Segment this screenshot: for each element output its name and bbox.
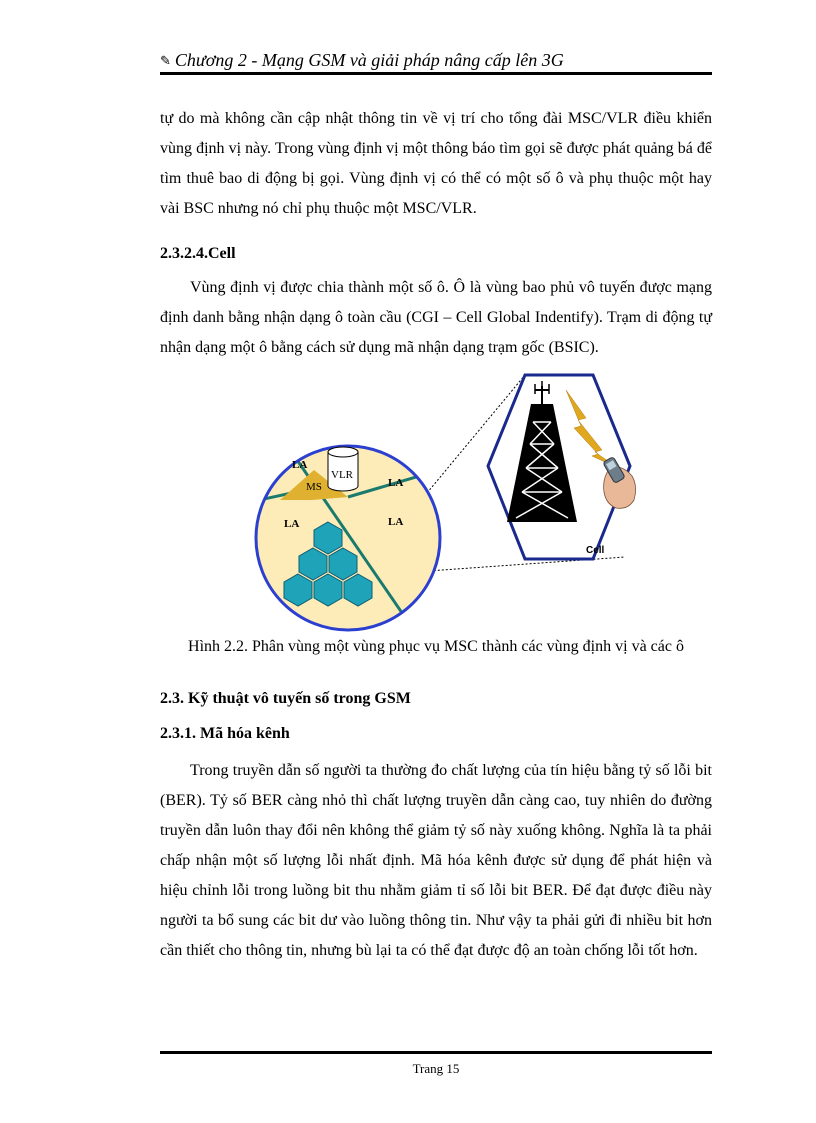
figure-caption: Hình 2.2. Phân vùng một vùng phục vụ MSC thành các vùng định vị và các ô bbox=[188, 638, 684, 655]
diagram-svg bbox=[240, 372, 640, 642]
section-heading-2-3-1: 2.3.1. Mã hóa kênh bbox=[160, 725, 290, 742]
page-number: Trang 15 bbox=[412, 1061, 460, 1076]
cell-label: Cell bbox=[586, 545, 605, 556]
header-title: Chương 2 - Mạng GSM và giải pháp nâng cấp lên 3G bbox=[174, 50, 564, 70]
la-label-top-right: LA bbox=[388, 477, 404, 489]
section-heading-2-3: 2.3. Kỹ thuật vô tuyến số trong GSM bbox=[160, 690, 411, 707]
paragraph-3: Trong truyền dẫn số người ta thường đo chất lượng của tín hiệu bằng tỷ số lỗi bit (BER). Tỷ số BER càng nhỏ thì chất lượng truyền dẫn càng cao, tuy nhiên do đường truyền dẫn luôn thay đổi nên không thể giảm tỷ số này xuống không. Nghĩa là ta phải chấp nhận một số lượng lỗi nhất định. Mã hóa kênh được sử dụng để phát hiện và hiệu chỉnh lỗi trong luồng bit thu nhằm giảm tỉ số lỗi bit BER. Để đạt được điều này người ta bổ sung các bit dư vào luồng thông tin. Như vậy ta phải gửi đi nhiều bit hơn cần thiết cho thông tin, nhưng bù lại ta có thể đạt được độ an toàn chống lỗi tốt hơn. bbox=[160, 762, 712, 959]
la-label-top-left: LA bbox=[292, 459, 308, 471]
header-rule bbox=[160, 72, 712, 75]
la-label-bottom-left: LA bbox=[284, 518, 300, 530]
paragraph-2: Vùng định vị được chia thành một số ô. Ô là vùng bao phủ vô tuyến được mạng định danh bằng nhận dạng ô toàn cầu (CGI – Cell Global Indentify). Trạm di động tự nhận dạng một ô bằng cách sử dụng mã nhận dạng trạm gốc (BSIC). bbox=[160, 279, 712, 356]
la-label-bottom-right: LA bbox=[388, 516, 404, 528]
footer-rule bbox=[160, 1051, 712, 1054]
section-heading-cell: 2.3.2.4.Cell bbox=[160, 245, 236, 262]
pen-icon: ✎ bbox=[160, 53, 171, 68]
running-header bbox=[160, 48, 712, 72]
paragraph-1: tự do mà không cần cập nhật thông tin về vị trí cho tổng đài MSC/VLR điều khiển vùng định vị này. Trong vùng định vị một thông báo tìm gọi sẽ được phát quảng bá để tìm thuê bao di động bị gọi. Vùng định vị có thể có một số ô và phụ thuộc một hay vài BSC nhưng nó chỉ phụ thuộc một MSC/VLR. bbox=[160, 110, 712, 217]
figure-location-area-diagram bbox=[240, 372, 640, 642]
vlr-label: VLR bbox=[331, 469, 353, 481]
ms-label: MS bbox=[306, 481, 322, 493]
